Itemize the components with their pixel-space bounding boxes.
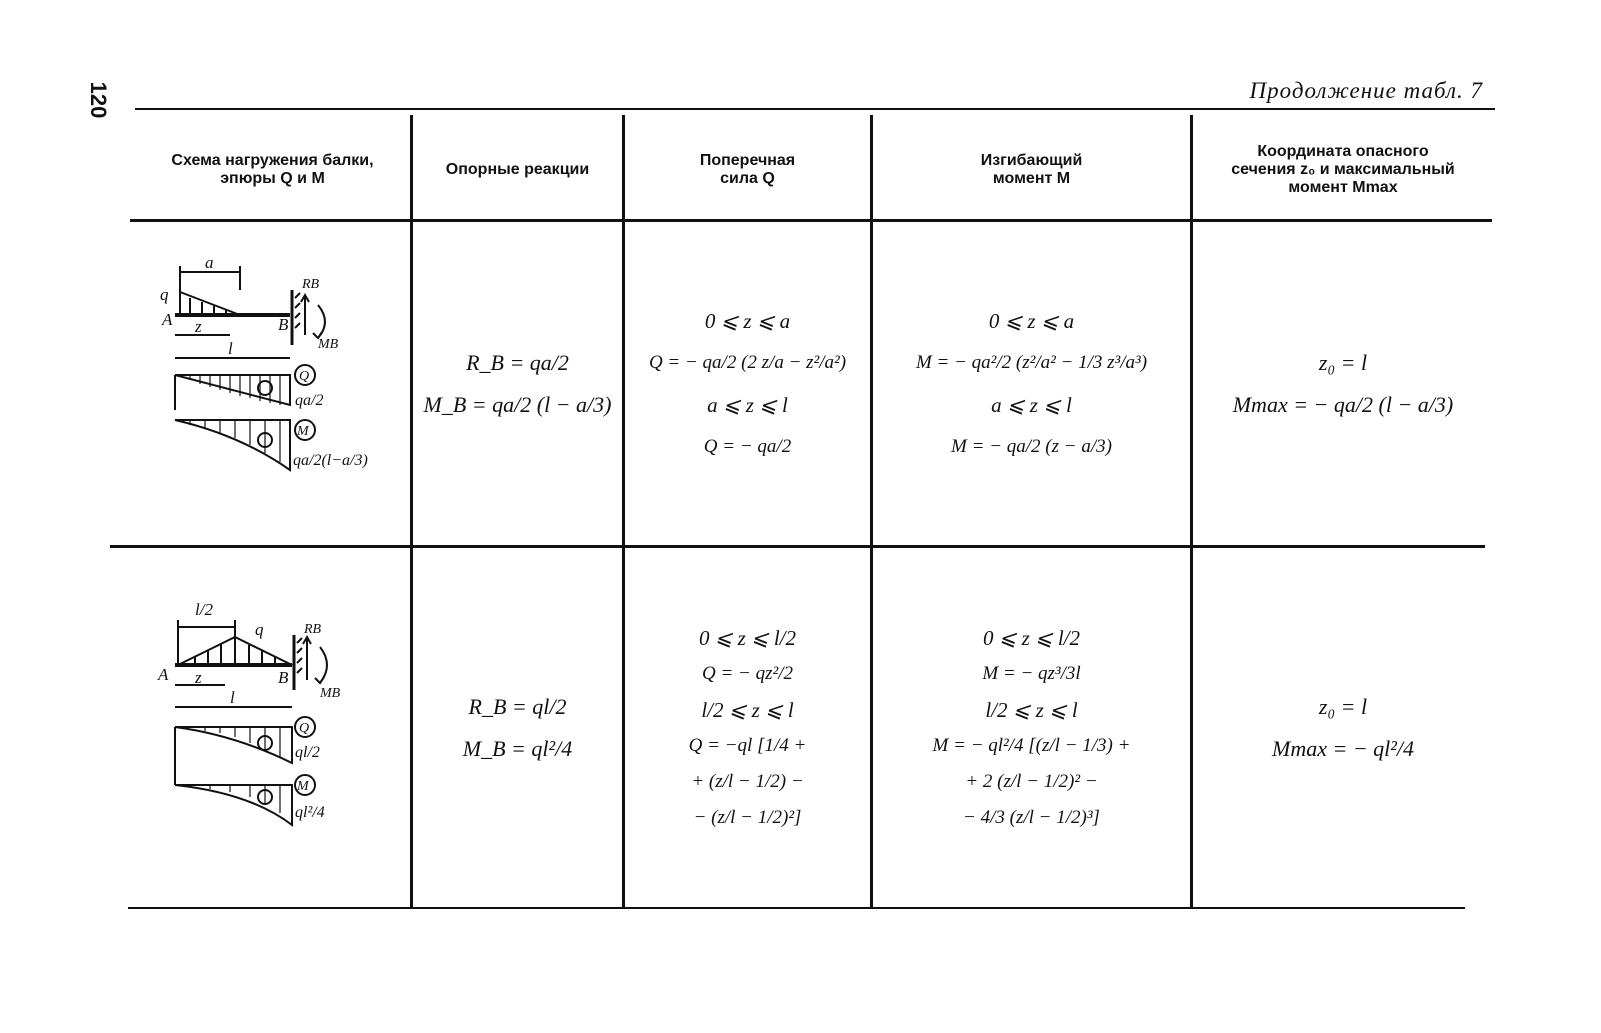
shear-formula-2c: − (z/l − 1/2)²] bbox=[693, 806, 802, 828]
row1-moment bbox=[873, 225, 1190, 543]
page-number: 120 bbox=[86, 81, 111, 119]
shear-range-1: 0 ⩽ z ⩽ l/2 bbox=[698, 625, 797, 650]
header-critical: Координата опасного сечения z₀ и максимальный момент Mmax bbox=[1231, 143, 1455, 196]
row1-critical bbox=[1193, 225, 1493, 543]
q-epure-value: qa/2 bbox=[295, 392, 324, 409]
m-epure-value: ql²/4 bbox=[295, 804, 325, 821]
shear-formula-2: Q = − qa/2 bbox=[703, 436, 792, 457]
reaction-label-rb: RB bbox=[302, 277, 320, 292]
dim-label-l: l bbox=[228, 339, 233, 358]
reaction-rb: R_B = qa/2 bbox=[466, 350, 569, 375]
moment-formula-2b: + 2 (z/l − 1/2)² − bbox=[965, 770, 1098, 792]
shear-formula-1: Q = − qa/2 (2 z/a − z²/a²) bbox=[648, 352, 847, 373]
dim-label-z: z bbox=[195, 668, 202, 687]
support-label-b: B bbox=[278, 668, 289, 687]
shear-range-2: l/2 ⩽ z ⩽ l bbox=[701, 697, 794, 722]
row2-critical bbox=[1193, 550, 1493, 905]
header-reactions: Опорные реакции bbox=[445, 161, 590, 178]
row2-shear bbox=[625, 550, 870, 905]
beam-diagram-1 bbox=[150, 250, 400, 530]
support-label-a: A bbox=[162, 310, 173, 329]
epure-label-q: Q bbox=[299, 721, 310, 736]
shear-formula-2a: Q = −ql [1/4 + bbox=[688, 734, 807, 756]
row2-reactions bbox=[413, 550, 622, 905]
header-scheme: Схема нагружения балки, эпюры Q и M bbox=[171, 152, 374, 187]
reaction-rb: R_B = ql/2 bbox=[468, 693, 567, 719]
row2-moment bbox=[873, 550, 1190, 905]
dim-label-half-l: l/2 bbox=[195, 600, 213, 619]
moment-label-mb: MB bbox=[318, 337, 339, 352]
load-label-q: q bbox=[255, 620, 264, 639]
critical-mmax: Mmax = − ql²/4 bbox=[1272, 735, 1414, 761]
m-epure-value: qa/2(l−a/3) bbox=[293, 452, 368, 469]
epure-label-m: M bbox=[297, 424, 309, 439]
epure-label-q: Q bbox=[299, 369, 310, 384]
moment-formula-1: M = − qa²/2 (z²/a² − 1/3 z³/a³) bbox=[915, 352, 1148, 373]
moment-label-mb: MB bbox=[320, 686, 341, 701]
moment-formula-2c: − 4/3 (z/l − 1/2)³] bbox=[963, 806, 1100, 828]
header-moment: Изгибающий момент M bbox=[980, 152, 1083, 187]
q-epure-value: ql/2 bbox=[295, 744, 320, 761]
continuation-caption: Продолжение табл. 7 bbox=[1249, 78, 1483, 103]
dim-label-z: z bbox=[195, 317, 202, 336]
shear-formula-1: Q = − qz²/2 bbox=[702, 662, 793, 684]
table-top-rule bbox=[135, 108, 1495, 110]
support-label-b: B bbox=[278, 315, 289, 334]
moment-formula-2a: M = − ql²/4 [(z/l − 1/3) + bbox=[932, 734, 1131, 756]
moment-range-1: 0 ⩽ z ⩽ a bbox=[988, 309, 1075, 333]
moment-formula-1: M = − qz³/3l bbox=[982, 662, 1081, 684]
reaction-label-rb: RB bbox=[304, 622, 322, 637]
dim-label-l: l bbox=[230, 688, 235, 707]
reaction-mb: M_B = ql²/4 bbox=[462, 735, 573, 761]
shear-formula-2b: + (z/l − 1/2) − bbox=[691, 770, 804, 792]
reaction-mb: M_B = qa/2 (l − a/3) bbox=[423, 392, 612, 417]
table-bottom-rule bbox=[128, 907, 1465, 909]
shear-range-2: a ⩽ z ⩽ l bbox=[707, 393, 788, 417]
epure-label-m: M bbox=[297, 779, 309, 794]
critical-z0: z₀ = l bbox=[1318, 693, 1368, 719]
critical-z0: z₀ = l bbox=[1318, 350, 1368, 375]
critical-mmax: Mmax = − qa/2 (l − a/3) bbox=[1232, 392, 1454, 417]
dim-label-a: a bbox=[205, 253, 214, 272]
header-shear: Поперечная сила Q bbox=[699, 152, 796, 187]
moment-range-2: a ⩽ z ⩽ l bbox=[991, 393, 1072, 417]
row1-reactions bbox=[413, 225, 622, 543]
beam-diagram-2 bbox=[150, 585, 400, 845]
row-divider bbox=[110, 545, 1485, 548]
moment-range-2: l/2 ⩽ z ⩽ l bbox=[985, 697, 1078, 722]
shear-range-1: 0 ⩽ z ⩽ a bbox=[704, 309, 791, 333]
support-label-a: A bbox=[158, 665, 169, 684]
row1-shear bbox=[625, 225, 870, 543]
moment-formula-2: M = − qa/2 (z − a/3) bbox=[951, 436, 1112, 457]
moment-range-1: 0 ⩽ z ⩽ l/2 bbox=[982, 625, 1081, 650]
load-label-q: q bbox=[160, 285, 169, 304]
